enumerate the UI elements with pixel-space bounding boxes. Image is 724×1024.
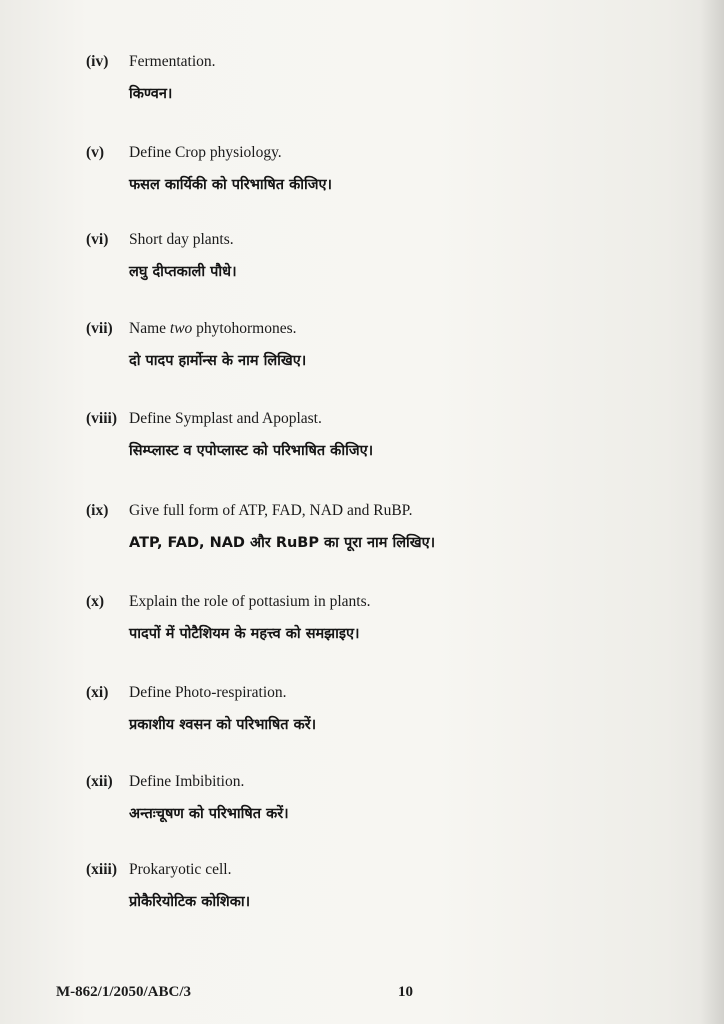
question-text-english: Explain the role of pottasium in plants.	[129, 593, 371, 610]
question-iv	[86, 53, 686, 103]
question-text-english: Short day plants.	[129, 231, 234, 248]
question-text-english: Give full form of ATP, FAD, NAD and RuBP.	[129, 502, 413, 519]
question-x	[86, 593, 686, 643]
question-xiii	[86, 861, 686, 911]
question-text-hindi: पादपों में पोटैशियम के महत्त्व को समझाइए।	[129, 626, 360, 642]
question-text-english: Prokaryotic cell.	[129, 861, 232, 878]
question-number: (xi)	[86, 684, 109, 701]
page-edge-shadow	[700, 0, 724, 1024]
question-text-hindi: दो पादप हार्मोन्स के नाम लिखिए।	[129, 353, 307, 369]
question-number: (v)	[86, 144, 105, 161]
question-text-suffix: phytohormones.	[192, 320, 297, 337]
question-text-hindi: लघु दीप्तकाली पौधे।	[129, 264, 237, 280]
question-text-hindi: किण्वन।	[129, 86, 173, 102]
question-text-english: Fermentation.	[129, 53, 216, 70]
question-text-hindi: प्रोकैरियोटिक कोशिका।	[129, 894, 251, 910]
question-viii	[86, 410, 686, 460]
question-text-english: Define Imbibition.	[129, 773, 245, 790]
question-text-english: Define Crop physiology.	[129, 144, 282, 161]
paper-code: M-862/1/2050/ABC/3	[56, 984, 191, 1000]
question-number: (x)	[86, 593, 105, 610]
question-v	[86, 144, 686, 194]
question-text-prefix: Name	[129, 320, 170, 337]
question-xii	[86, 773, 686, 823]
question-number: (xiii)	[86, 861, 117, 878]
question-text-english: Define Symplast and Apoplast.	[129, 410, 322, 427]
question-number: (xii)	[86, 773, 113, 790]
question-number: (vii)	[86, 320, 113, 337]
question-text-hindi: सिम्प्लास्ट व एपोप्लास्ट को परिभाषित कीजिए।	[129, 443, 374, 459]
question-vii	[86, 320, 686, 370]
question-vi	[86, 231, 686, 281]
question-text-english	[129, 320, 296, 338]
question-number: (ix)	[86, 502, 109, 519]
question-number: (vi)	[86, 231, 109, 248]
question-text-hindi: प्रकाशीय श्वसन को परिभाषित करें।	[129, 717, 317, 733]
question-number: (viii)	[86, 410, 117, 427]
question-text-english: Define Photo-respiration.	[129, 684, 287, 701]
question-text-hindi: फसल कार्यिकी को परिभाषित कीजिए।	[129, 177, 333, 193]
question-text-emphasis: two	[169, 320, 193, 337]
question-number: (iv)	[86, 53, 109, 70]
question-text-hindi: अन्तःचूषण को परिभाषित करें।	[129, 806, 289, 822]
page-number: 10	[398, 984, 413, 1000]
question-ix	[86, 502, 686, 552]
question-text-hindi: ATP, FAD, NAD और RuBP का पूरा नाम लिखिए।	[129, 535, 436, 551]
question-xi	[86, 684, 686, 734]
